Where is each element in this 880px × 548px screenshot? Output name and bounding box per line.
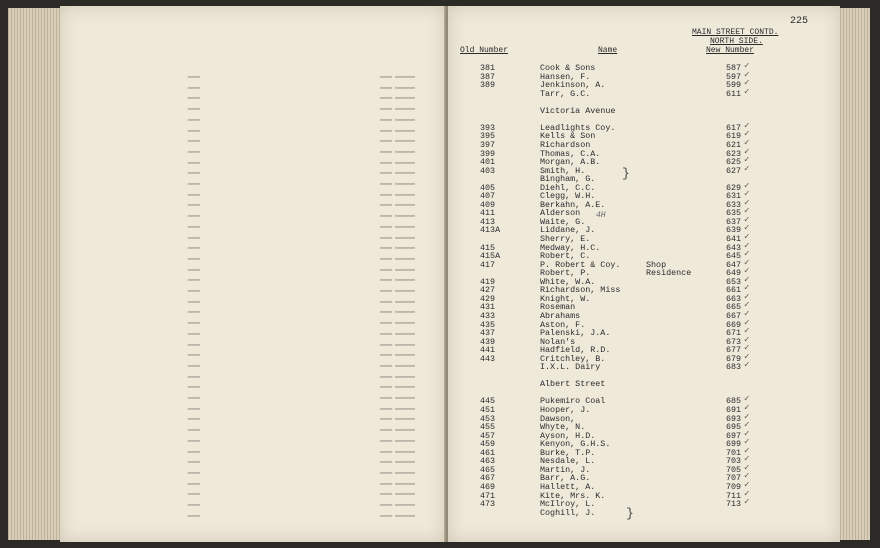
bleed-through-mark: ▬▬▬▬▬ ▬▬▬: [380, 500, 415, 509]
name-cell: Kells & Son: [540, 131, 596, 142]
new-number-cell: 623: [726, 148, 742, 159]
name-cell: Hooper, J.: [540, 405, 591, 415]
old-number-cell: 409: [480, 199, 496, 210]
bleed-through-mark: ▬▬▬▬▬ ▬▬▬: [380, 489, 415, 499]
name-cell: Hansen, F.: [540, 71, 591, 82]
old-number-cell: 451: [480, 405, 496, 415]
bleed-through-mark: ▬▬▬▬▬ ▬▬▬: [380, 93, 415, 103]
bleed-through-mark: ▬▬▬▬▬ ▬▬▬: [380, 318, 415, 328]
name-cell: Medway, H.C.: [540, 242, 601, 253]
old-number-cell: 443: [480, 353, 496, 364]
bleed-through-mark: ▬▬▬: [188, 360, 200, 370]
bleed-through-mark: ▬▬▬: [188, 425, 200, 435]
bleed-through-mark: ▬▬▬: [188, 146, 200, 156]
right-page: [448, 6, 840, 542]
name-cell: Coghill, J.: [540, 507, 596, 518]
bleed-through-mark: ▬▬▬: [188, 114, 200, 124]
bleed-through-mark: ▬▬▬: [188, 211, 200, 221]
bleed-through-mark: ▬▬▬▬▬ ▬▬▬: [380, 211, 415, 221]
new-number-cell: 663: [726, 293, 742, 304]
bleed-through-mark: ▬▬▬▬▬ ▬▬▬: [380, 253, 415, 263]
note-cell: Residence: [646, 268, 692, 279]
old-number-cell: 419: [480, 276, 496, 287]
new-number-cell: 671: [726, 328, 742, 339]
bleed-through-mark: ▬▬▬: [188, 168, 200, 178]
new-number-cell: 627: [726, 165, 742, 176]
bleed-through-mark: ▬▬▬: [188, 307, 200, 317]
bleed-through-mark: ▬▬▬: [188, 339, 200, 349]
check-mark-icon: ✓: [744, 308, 750, 319]
check-mark-icon: ✓: [744, 189, 750, 200]
name-cell: Critchley, B.: [540, 353, 606, 364]
new-number-cell: 685: [726, 396, 742, 407]
bleed-through-mark: ▬▬▬▬▬ ▬▬▬: [380, 360, 415, 370]
check-mark-icon: ✓: [744, 120, 750, 131]
bleed-through-mark: ▬▬▬▬▬ ▬▬▬: [380, 189, 415, 199]
name-cell: Kenyon, G.H.S.: [540, 439, 611, 450]
check-mark-icon: ✓: [744, 180, 750, 191]
bleed-through-mark: ▬▬▬▬▬ ▬▬▬: [380, 104, 415, 114]
new-number-cell: 587: [726, 63, 742, 73]
old-number-cell: 381: [480, 63, 496, 73]
name-cell: Martin, J.: [540, 464, 591, 475]
check-mark-icon: ✓: [744, 437, 750, 448]
bleed-through-mark: ▬▬▬: [188, 232, 200, 242]
bleed-through-mark: ▬▬▬▬▬ ▬▬▬: [380, 72, 415, 81]
bleed-through-mark: ▬▬▬▬▬ ▬▬▬: [380, 350, 415, 360]
bleed-through-mark: ▬▬▬: [188, 125, 200, 135]
old-number-cell: 471: [480, 490, 496, 501]
bleed-through-mark: ▬▬▬▬▬ ▬▬▬: [380, 179, 415, 188]
bleed-through-mark: ▬▬▬▬▬ ▬▬▬: [380, 296, 415, 306]
column-header-new-number: New Number: [706, 46, 755, 55]
check-mark-icon: ✓: [744, 403, 750, 413]
bleed-through-mark: ▬▬▬: [188, 104, 200, 114]
check-mark-icon: ✓: [744, 155, 750, 166]
check-mark-icon: ✓: [744, 61, 750, 71]
new-number-cell: 677: [726, 345, 742, 356]
bleed-through-mark: ▬▬▬▬▬ ▬▬▬: [380, 275, 415, 285]
bleed-through-mark: ▬▬▬▬▬ ▬▬▬: [380, 425, 415, 435]
check-mark-icon: ✓: [744, 274, 750, 285]
name-cell: Liddane, J.: [540, 225, 596, 236]
check-mark-icon: ✓: [744, 163, 750, 174]
bleed-through-mark: ▬▬▬▬▬ ▬▬▬: [380, 328, 415, 338]
check-mark-icon: ✓: [744, 283, 750, 294]
bleed-through-mark: ▬▬▬▬▬ ▬▬▬: [380, 457, 415, 467]
left-page: [60, 6, 445, 542]
bleed-through-mark: ▬▬▬▬▬ ▬▬▬: [380, 264, 415, 274]
bleed-through-mark: ▬▬▬▬▬ ▬▬▬: [380, 125, 415, 135]
name-cell: Nolan's: [540, 336, 576, 347]
bleed-through-mark: ▬▬▬▬▬ ▬▬▬: [380, 200, 415, 210]
old-number-cell: 411: [480, 208, 496, 219]
bleed-through-mark: ▬▬▬▬▬ ▬▬▬: [380, 114, 415, 124]
bleed-through-mark: ▬▬▬: [188, 489, 200, 499]
bleed-through-mark: ▬▬▬: [188, 275, 200, 285]
bleed-through-mark: ▬▬▬: [188, 393, 200, 402]
bleed-through-mark: ▬▬▬: [188, 264, 200, 274]
bleed-through-mark: ▬▬▬: [188, 286, 200, 295]
bleed-through-mark: ▬▬▬: [188, 253, 200, 263]
name-cell: Nesdale, L.: [540, 456, 596, 467]
name-cell: Robert, C.: [540, 251, 591, 262]
check-mark-icon: ✓: [744, 326, 750, 337]
old-number-cell: 427: [480, 285, 496, 296]
old-number-cell: 467: [480, 473, 496, 484]
name-cell: Leadlights Coy.: [540, 122, 616, 133]
old-number-cell: 395: [480, 131, 496, 142]
bleed-through-mark: ▬▬▬▬▬ ▬▬▬: [380, 467, 415, 477]
bleed-through-mark: ▬▬▬: [188, 478, 200, 488]
new-number-cell: 661: [726, 285, 742, 296]
name-cell: Waite, G.: [540, 216, 586, 227]
check-mark-icon: ✓: [744, 291, 750, 302]
bleed-through-mark: ▬▬▬▬▬ ▬▬▬: [380, 478, 415, 488]
name-cell: Abrahams: [540, 310, 581, 321]
name-cell: Pukemiro Coal: [540, 396, 606, 407]
bleed-through-mark: ▬▬▬: [188, 500, 200, 509]
bleed-through-mark: ▬▬▬: [188, 136, 200, 146]
page-number: 225: [790, 16, 809, 27]
bleed-through-mark: ▬▬▬▬▬ ▬▬▬: [380, 510, 415, 520]
new-number-cell: 691: [726, 405, 742, 415]
old-number-cell: 429: [480, 293, 496, 304]
name-cell: Morgan, A.B.: [540, 157, 601, 168]
check-mark-icon: ✓: [744, 249, 750, 260]
street-title: MAIN STREET CONTD.: [692, 28, 779, 37]
new-number-cell: 701: [726, 447, 742, 458]
bleed-through-mark: ▬▬▬▬▬ ▬▬▬: [380, 286, 415, 295]
new-number-cell: 667: [726, 310, 742, 321]
old-number-cell: 441: [480, 345, 496, 356]
name-cell: Knight, W.: [540, 293, 591, 304]
new-number-cell: 625: [726, 157, 742, 168]
bleed-through-mark: ▬▬▬: [188, 179, 200, 188]
check-mark-icon: ✓: [744, 471, 750, 482]
old-number-cell: 473: [480, 499, 496, 510]
name-cell: Alderson: [540, 208, 581, 219]
bleed-through-mark: ▬▬▬: [188, 318, 200, 328]
new-number-cell: 649: [726, 268, 742, 279]
check-mark-icon: ✓: [744, 223, 750, 234]
bleed-through-mark: ▬▬▬: [188, 467, 200, 477]
check-mark-icon: ✓: [744, 69, 750, 80]
name-cell: Aston, F.: [540, 319, 586, 330]
column-header-old-number: Old Number: [460, 46, 509, 55]
check-mark-icon: ✓: [744, 334, 750, 345]
check-mark-icon: ✓: [744, 197, 750, 208]
new-number-cell: 599: [726, 80, 742, 91]
name-cell: Tarr, G.C.: [540, 88, 591, 99]
check-mark-icon: ✓: [744, 129, 750, 140]
old-number-cell: 453: [480, 413, 496, 424]
new-number-cell: 633: [726, 199, 742, 210]
check-mark-icon: ✓: [744, 462, 750, 473]
bleed-through-mark: ▬▬▬▬▬ ▬▬▬: [380, 221, 415, 231]
name-cell: Kite, Mrs. K.: [540, 490, 606, 501]
new-number-cell: 705: [726, 464, 742, 475]
name-cell: Barr, A.G.: [540, 473, 591, 484]
bleed-through-mark: ▬▬▬▬▬ ▬▬▬: [380, 146, 415, 156]
old-number-cell: 469: [480, 481, 496, 492]
old-number-cell: 403: [480, 165, 496, 176]
check-mark-icon: ✓: [744, 240, 750, 251]
check-mark-icon: ✓: [744, 479, 750, 490]
name-cell: Ayson, H.D.: [540, 430, 596, 441]
check-mark-icon: ✓: [744, 360, 750, 371]
bleed-through-mark: ▬▬▬: [188, 446, 200, 456]
old-number-cell: 445: [480, 396, 496, 407]
name-cell: Dawson,: [540, 413, 576, 424]
new-number-cell: 699: [726, 439, 742, 450]
name-cell: Thomas, C.A.: [540, 148, 601, 159]
old-number-cell: 393: [480, 122, 496, 133]
new-number-cell: 653: [726, 276, 742, 287]
bleed-through-mark: ▬▬▬: [188, 93, 200, 103]
new-number-cell: 709: [726, 481, 742, 492]
bleed-through-mark: ▬▬▬: [188, 221, 200, 231]
bleed-through-mark: ▬▬▬▬▬ ▬▬▬: [380, 82, 415, 92]
side-title: NORTH SIDE.: [710, 37, 763, 46]
new-number-cell: 639: [726, 225, 742, 236]
bleed-through-mark: ▬▬▬▬▬ ▬▬▬: [380, 168, 415, 178]
name-cell: Burke, T.P.: [540, 447, 596, 458]
bleed-through-mark: ▬▬▬: [188, 189, 200, 199]
name-cell: Roseman: [540, 302, 576, 313]
new-number-cell: 597: [726, 71, 742, 82]
name-cell: Whyte, N.: [540, 422, 586, 433]
new-number-cell: 673: [726, 336, 742, 347]
new-number-cell: 665: [726, 302, 742, 313]
new-number-cell: 703: [726, 456, 742, 467]
check-mark-icon: ✓: [744, 300, 750, 311]
new-number-cell: 679: [726, 353, 742, 364]
new-number-cell: 711: [726, 490, 742, 501]
old-number-cell: 415: [480, 242, 496, 253]
new-number-cell: 695: [726, 422, 742, 433]
old-number-cell: 461: [480, 447, 496, 458]
pencil-note: 4H: [596, 211, 606, 220]
bleed-through-mark: ▬▬▬: [188, 414, 200, 424]
check-mark-icon: ✓: [744, 86, 750, 97]
bleed-through-mark: ▬▬▬: [188, 157, 200, 167]
new-number-cell: 611: [726, 88, 742, 99]
new-number-cell: 647: [726, 259, 742, 270]
check-mark-icon: ✓: [744, 445, 750, 456]
bleed-through-mark: ▬▬▬: [188, 72, 200, 81]
name-cell: P. Robert & Coy.: [540, 259, 621, 270]
name-cell: Palenski, J.A.: [540, 328, 611, 339]
bleed-through-mark: ▬▬▬▬▬ ▬▬▬: [380, 371, 415, 381]
new-number-cell: 669: [726, 319, 742, 330]
new-number-cell: 637: [726, 216, 742, 227]
name-cell: Victoria Avenue: [540, 105, 616, 116]
bleed-through-mark: ▬▬▬: [188, 328, 200, 338]
old-number-cell: 437: [480, 328, 496, 339]
bleed-through-mark: ▬▬▬▬▬ ▬▬▬: [380, 339, 415, 349]
name-cell: White, W.A.: [540, 276, 596, 287]
name-cell: Richardson: [540, 139, 591, 150]
brace-mark: }: [626, 506, 634, 521]
new-number-cell: 645: [726, 251, 742, 262]
new-number-cell: 697: [726, 430, 742, 441]
check-mark-icon: ✓: [744, 343, 750, 354]
name-cell: Clegg, W.H.: [540, 191, 596, 202]
check-mark-icon: ✓: [744, 232, 750, 242]
bleed-through-mark: ▬▬▬▬▬ ▬▬▬: [380, 232, 415, 242]
bleed-through-mark: ▬▬▬▬▬ ▬▬▬: [380, 393, 415, 402]
name-cell: McIlroy, L.: [540, 499, 596, 510]
old-number-cell: 433: [480, 310, 496, 321]
old-number-cell: 399: [480, 148, 496, 159]
old-number-cell: 401: [480, 157, 496, 168]
bleed-through-mark: ▬▬▬: [188, 243, 200, 253]
name-cell: Bingham, G.: [540, 174, 596, 185]
bleed-through-mark: ▬▬▬▬▬ ▬▬▬: [380, 307, 415, 317]
note-cell: Shop: [646, 259, 667, 270]
bleed-through-mark: ▬▬▬▬▬ ▬▬▬: [380, 414, 415, 424]
name-cell: Sherry, E.: [540, 234, 591, 244]
bleed-through-mark: ▬▬▬: [188, 296, 200, 306]
bleed-through-mark: ▬▬▬▬▬ ▬▬▬: [380, 136, 415, 146]
old-number-cell: 387: [480, 71, 496, 82]
name-cell: Richardson, Miss: [540, 285, 621, 296]
check-mark-icon: ✓: [744, 488, 750, 499]
check-mark-icon: ✓: [744, 206, 750, 217]
new-number-cell: 641: [726, 234, 742, 244]
check-mark-icon: ✓: [744, 266, 750, 277]
right-page-edges: [840, 8, 870, 540]
check-mark-icon: ✓: [744, 351, 750, 362]
new-number-cell: 683: [726, 362, 742, 373]
check-mark-icon: ✓: [744, 497, 750, 508]
check-mark-icon: ✓: [744, 317, 750, 328]
check-mark-icon: ✓: [744, 78, 750, 89]
bleed-through-mark: ▬▬▬: [188, 382, 200, 392]
name-cell: Diehl, C.C.: [540, 182, 596, 193]
old-number-cell: 413A: [480, 225, 501, 236]
name-cell: Jenkinson, A.: [540, 80, 606, 91]
old-number-cell: 463: [480, 456, 496, 467]
bleed-through-mark: ▬▬▬: [188, 435, 200, 445]
new-number-cell: 621: [726, 139, 742, 150]
check-mark-icon: ✓: [744, 257, 750, 268]
check-mark-icon: ✓: [744, 214, 750, 225]
bleed-through-mark: ▬▬▬: [188, 457, 200, 467]
new-number-cell: 693: [726, 413, 742, 424]
old-number-cell: 417: [480, 259, 496, 270]
name-cell: Berkahn, A.E.: [540, 199, 606, 210]
name-cell: Smith, H.: [540, 165, 586, 176]
left-page-edges: [8, 8, 60, 540]
old-number-cell: 415A: [480, 251, 501, 262]
check-mark-icon: ✓: [744, 420, 750, 431]
bleed-through-mark: ▬▬▬: [188, 510, 200, 520]
old-number-cell: 465: [480, 464, 496, 475]
new-number-cell: 617: [726, 122, 742, 133]
bleed-through-mark: ▬▬▬▬▬ ▬▬▬: [380, 435, 415, 445]
old-number-cell: 459: [480, 439, 496, 450]
name-cell: I.X.L. Dairy: [540, 362, 601, 373]
bleed-through-mark: ▬▬▬: [188, 371, 200, 381]
check-mark-icon: ✓: [744, 411, 750, 422]
check-mark-icon: ✓: [744, 454, 750, 465]
check-mark-icon: ✓: [744, 394, 750, 405]
new-number-cell: 713: [726, 499, 742, 510]
bleed-through-mark: ▬▬▬▬▬ ▬▬▬: [380, 403, 415, 413]
old-number-cell: 389: [480, 80, 496, 91]
old-number-cell: 439: [480, 336, 496, 347]
new-number-cell: 629: [726, 182, 742, 193]
brace-mark: }: [622, 166, 630, 181]
bleed-through-mark: ▬▬▬: [188, 403, 200, 413]
check-mark-icon: ✓: [744, 146, 750, 157]
name-cell: Hadfield, R.D.: [540, 345, 611, 356]
check-mark-icon: ✓: [744, 137, 750, 148]
new-number-cell: 635: [726, 208, 742, 219]
bleed-through-mark: ▬▬▬: [188, 82, 200, 92]
check-mark-icon: ✓: [744, 428, 750, 439]
bleed-through-mark: ▬▬▬▬▬ ▬▬▬: [380, 382, 415, 392]
old-number-cell: 407: [480, 191, 496, 202]
old-number-cell: 455: [480, 422, 496, 433]
bleed-through-mark: ▬▬▬▬▬ ▬▬▬: [380, 446, 415, 456]
old-number-cell: 435: [480, 319, 496, 330]
bleed-through-mark: ▬▬▬▬▬ ▬▬▬: [380, 243, 415, 253]
name-cell: Robert, P.: [540, 268, 591, 279]
bleed-through-mark: ▬▬▬: [188, 350, 200, 360]
old-number-cell: 405: [480, 182, 496, 193]
column-header-name: Name: [598, 46, 618, 55]
bleed-through-mark: ▬▬▬: [188, 200, 200, 210]
old-number-cell: 457: [480, 430, 496, 441]
name-cell: Hallett, A.: [540, 481, 596, 492]
old-number-cell: 397: [480, 139, 496, 150]
new-number-cell: 619: [726, 131, 742, 142]
new-number-cell: 631: [726, 191, 742, 202]
new-number-cell: 707: [726, 473, 742, 484]
bleed-through-mark: ▬▬▬▬▬ ▬▬▬: [380, 157, 415, 167]
new-number-cell: 643: [726, 242, 742, 253]
name-cell: Albert Street: [540, 379, 606, 390]
old-number-cell: 431: [480, 302, 496, 313]
old-number-cell: 413: [480, 216, 496, 227]
name-cell: Cook & Sons: [540, 63, 596, 73]
